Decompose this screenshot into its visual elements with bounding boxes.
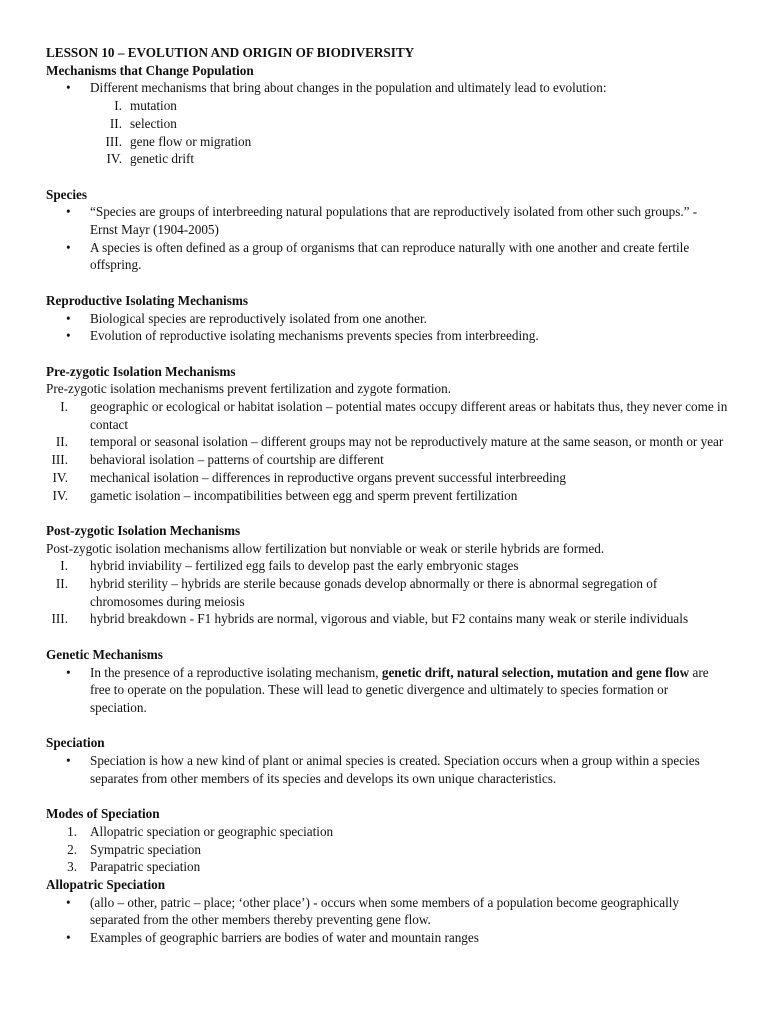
- list-text: Allopatric speciation or geographic speciation: [90, 823, 334, 839]
- bullet-icon: •: [66, 664, 71, 680]
- postzygotic-intro: Post-zygotic isolation mechanisms allow fertilization but nonviable or weak or sterile hybrids are formed.: [46, 540, 605, 556]
- list-text: hybrid inviability – fertilized egg fails to develop past the early embryonic stages: [90, 558, 519, 574]
- heading-allopatric: Allopatric Speciation: [46, 876, 166, 892]
- list-text: mutation: [130, 98, 177, 114]
- bullet-icon: •: [66, 239, 71, 255]
- list-item: [46, 575, 728, 610]
- list-text: Evolution of reproductive isolating mechanisms prevents species from interbreeding.: [90, 328, 539, 344]
- list-text: genetic drift: [130, 151, 195, 167]
- list-item: [46, 327, 728, 345]
- list-item: [46, 557, 728, 575]
- list-text: selection: [130, 115, 177, 131]
- section-species: [46, 186, 728, 275]
- list-item: [46, 841, 728, 859]
- list-text: Biological species are reproductively isolated from one another.: [90, 310, 427, 326]
- section-genetic: [46, 646, 728, 717]
- list-text: [90, 664, 728, 717]
- list-number: I.: [60, 558, 68, 574]
- list-item: [46, 752, 728, 787]
- list-item: [46, 150, 728, 168]
- list-item: [46, 79, 728, 97]
- list-number: II.: [55, 434, 68, 450]
- list-number: III.: [51, 611, 68, 627]
- list-number: III.: [105, 133, 122, 149]
- list-item: [46, 894, 728, 929]
- list-item: [46, 398, 728, 433]
- heading-genetic: Genetic Mechanisms: [46, 646, 163, 662]
- list-text: Examples of geographic barriers are bodies of water and mountain ranges: [90, 930, 479, 946]
- section-prezygotic: [46, 363, 728, 505]
- list-number: I.: [60, 399, 68, 415]
- list-text: gametic isolation – incompatibilities between egg and sperm prevent fertilization: [90, 487, 518, 503]
- list-item: [46, 97, 728, 115]
- list-item: [46, 239, 728, 274]
- bullet-icon: •: [66, 753, 71, 769]
- bullet-icon: •: [66, 310, 71, 326]
- list-text: mechanical isolation – differences in reproductive organs prevent successful interbreeding: [90, 469, 566, 485]
- list-text: temporal or seasonal isolation – different groups may not be reproductively mature at the same season, or month or year: [90, 434, 724, 450]
- heading-postzygotic: Post-zygotic Isolation Mechanisms: [46, 522, 241, 538]
- section-modes: [46, 805, 728, 876]
- list-item: [46, 469, 728, 487]
- list-text: gene flow or migration: [130, 133, 252, 149]
- list-text: hybrid sterility – hybrids are sterile because gonads develop abnormally or there is abnormal segregation of chromosomes during meiosis: [90, 576, 658, 609]
- section-postzygotic: [46, 522, 728, 628]
- list-item: [46, 858, 728, 876]
- list-number: 1.: [67, 823, 77, 839]
- section-reproductive: [46, 292, 728, 345]
- list-text: “Species are groups of interbreeding natural populations that are reproductively isolated from other such groups.” - Ernst Mayr (1904-2005): [90, 204, 698, 238]
- lesson-title: LESSON 10 – EVOLUTION AND ORIGIN OF BIODIVERSITY: [46, 45, 415, 60]
- genetic-text-pre: In the presence of a reproductive isolating mechanism,: [90, 664, 382, 680]
- list-item: [46, 203, 728, 238]
- prezygotic-intro: Pre-zygotic isolation mechanisms prevent fertilization and zygote formation.: [46, 381, 452, 397]
- bullet-icon: •: [66, 328, 71, 344]
- list-item: [46, 433, 728, 451]
- heading-mechanisms: Mechanisms that Change Population: [46, 62, 254, 78]
- list-number: 2.: [67, 841, 77, 857]
- list-number: III.: [51, 452, 68, 468]
- list-number: IV.: [52, 469, 68, 485]
- list-text: behavioral isolation – patterns of courtship are different: [90, 452, 384, 468]
- list-item: [46, 487, 728, 505]
- heading-speciation: Speciation: [46, 735, 105, 751]
- list-text: Parapatric speciation: [90, 859, 201, 875]
- list-number: II.: [109, 115, 122, 131]
- list-text: Speciation is how a new kind of plant or animal species is created. Speciation occurs when a group within a species separates from other members of its species and develops its own unique characteristics.: [90, 753, 700, 786]
- list-number: I.: [114, 98, 122, 114]
- bullet-icon: •: [66, 894, 71, 910]
- list-item: [46, 664, 728, 717]
- heading-species: Species: [46, 186, 88, 202]
- list-item: [46, 115, 728, 133]
- heading-prezygotic: Pre-zygotic Isolation Mechanisms: [46, 363, 236, 379]
- bullet-icon: •: [66, 930, 71, 946]
- heading-modes: Modes of Speciation: [46, 806, 160, 822]
- heading-reproductive: Reproductive Isolating Mechanisms: [46, 292, 248, 308]
- list-text: geographic or ecological or habitat isolation – potential mates occupy different areas or habitats thus, they never come in contact: [90, 399, 728, 432]
- genetic-text-post: are free to operate on the population. These will lead to genetic divergence and ultimately to species formation or speciation.: [90, 664, 709, 715]
- list-text: A species is often defined as a group of organisms that can reproduce naturally with one another and create fertile offspring.: [90, 239, 690, 273]
- list-number: IV.: [106, 151, 122, 167]
- list-item: [46, 310, 728, 328]
- mechanisms-bullet: Different mechanisms that bring about changes in the population and ultimately lead to evolution:: [90, 80, 607, 96]
- section-speciation: [46, 734, 728, 787]
- bullet-icon: •: [66, 204, 71, 220]
- list-item: [46, 451, 728, 469]
- list-item: [46, 823, 728, 841]
- list-number: 3.: [67, 859, 77, 875]
- section-allopatric: [46, 876, 728, 947]
- list-text: hybrid breakdown - F1 hybrids are normal, vigorous and viable, but F2 contains many weak or sterile individuals: [90, 611, 689, 627]
- genetic-text-bold: genetic drift, natural selection, mutation and gene flow: [381, 664, 690, 680]
- list-item: [46, 929, 728, 947]
- list-number: II.: [55, 576, 68, 592]
- bullet-icon: •: [66, 80, 71, 96]
- list-text: (allo – other, patric – place; ‘other place’) - occurs when some members of a population become geographically separated from the other members thereby preventing gene flow.: [90, 894, 680, 928]
- list-text: Sympatric speciation: [90, 841, 201, 857]
- list-number: IV.: [52, 487, 68, 503]
- list-item: [46, 133, 728, 151]
- list-item: [46, 610, 728, 628]
